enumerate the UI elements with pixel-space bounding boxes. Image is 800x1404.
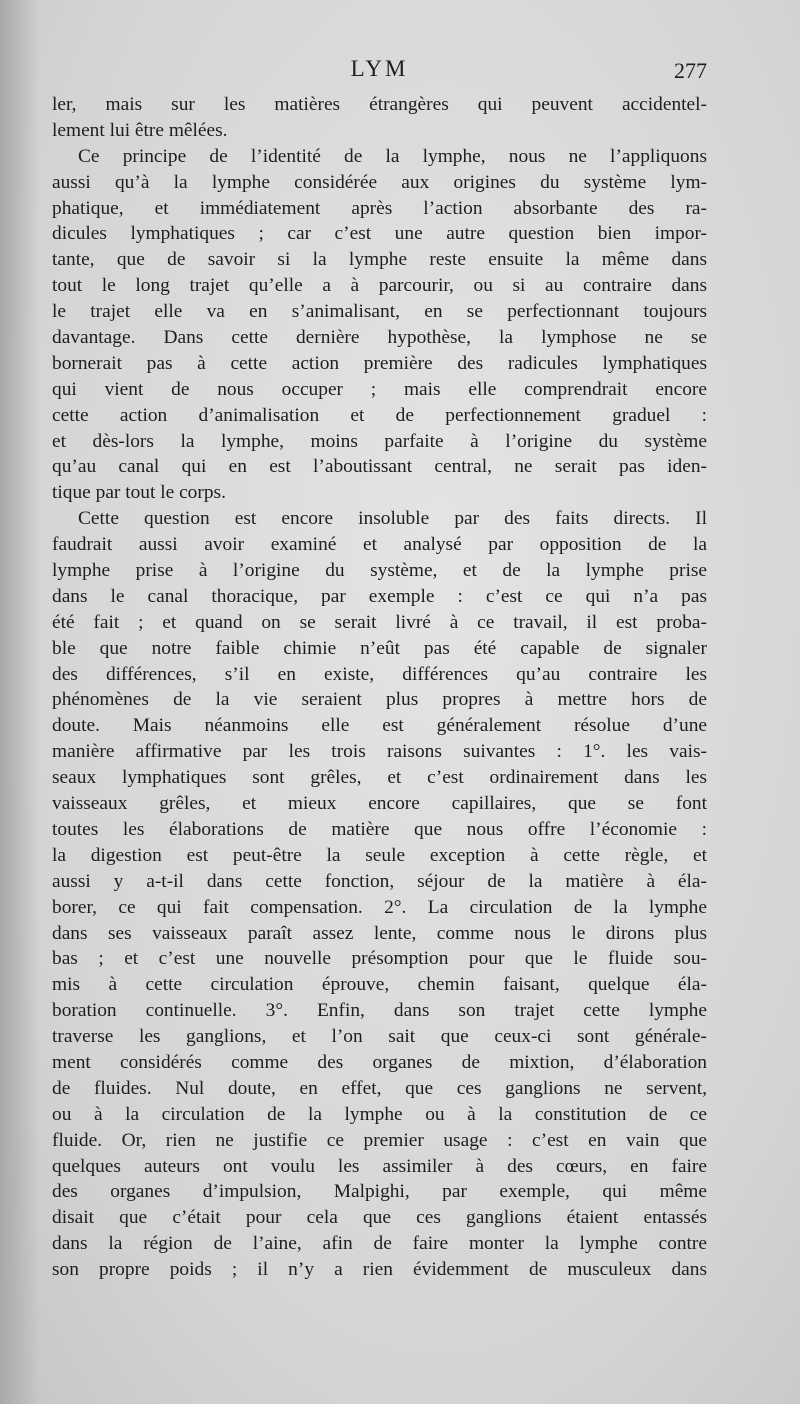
page-header [52, 56, 707, 92]
binding-shadow [0, 0, 40, 1404]
text-line: phénomènes de la vie seraient plus propres à mettre hors de [52, 689, 707, 711]
text-line: tout le long trajet qu’elle a à parcourir, ou si au contraire dans [52, 275, 707, 297]
running-head: LYM [350, 56, 409, 81]
body-text [52, 92, 707, 1283]
text-line: ler, mais sur les matières étrangères qui peuvent accidentel- [52, 94, 707, 115]
page-number: 277 [674, 58, 707, 83]
text-line: le trajet elle va en s’animalisant, en se perfectionnant toujours [52, 301, 707, 323]
text-line: Cette question est encore insoluble par des faits directs. Il [78, 508, 707, 530]
text-line: ble que notre faible chimie n’eût pas été capable de signaler [52, 637, 707, 659]
text-line: dans le canal thoracique, par exemple : c’est ce qui n’a pas [52, 585, 707, 607]
text-line: de fluides. Nul doute, en effet, que ces ganglions ne servent, [52, 1077, 707, 1099]
text-line: borer, ce qui fait compensation. 2°. La circulation de la lymphe [52, 896, 707, 918]
text-line: bornerait pas à cette action première des radicules lymphatiques [52, 352, 707, 374]
text-line: son propre poids ; il n’y a rien évidemment de musculeux dans [52, 1259, 707, 1281]
text-line: et dès-lors la lymphe, moins parfaite à l’origine du système [52, 430, 707, 452]
text-line: davantage. Dans cette dernière hypothèse, la lymphose ne se [52, 327, 707, 349]
text-line: tique par tout le corps. [52, 482, 226, 504]
text-line: boration continuelle. 3°. Enfin, dans son trajet cette lymphe [52, 1000, 707, 1022]
text-line: dans la région de l’aine, afin de faire monter la lymphe contre [52, 1233, 707, 1255]
text-line: tante, que de savoir si la lymphe reste ensuite la même dans [52, 249, 707, 271]
text-line: Ce principe de l’identité de la lymphe, nous ne l’appliquons [78, 145, 707, 167]
text-line: disait que c’était pour cela que ces ganglions étaient entassés [52, 1207, 707, 1229]
text-line: lement lui être mêlées. [52, 119, 228, 141]
text-line: mis à cette circulation éprouve, chemin faisant, quelque éla- [52, 974, 707, 996]
text-line: phatique, et immédiatement après l’action absorbante des ra- [52, 197, 707, 219]
text-line: dicules lymphatiques ; car c’est une autre question bien impor- [52, 223, 707, 245]
text-line: ou à la circulation de la lymphe ou à la constitution de ce [52, 1103, 707, 1125]
text-line: cette action d’animalisation et de perfectionnement graduel : [52, 404, 707, 426]
text-line: qu’au canal qui en est l’aboutissant central, ne serait pas iden- [52, 456, 707, 478]
text-line: aussi qu’à la lymphe considérée aux origines du système lym- [52, 171, 707, 193]
text-line: été fait ; et quand on se serait livré à ce travail, il est proba- [52, 611, 707, 633]
text-line: toutes les élaborations de matière que nous offre l’économie : [52, 818, 707, 840]
text-line: doute. Mais néanmoins elle est généralement résolue d’une [52, 715, 707, 737]
text-line: fluide. Or, rien ne justifie ce premier usage : c’est en vain que [52, 1129, 707, 1151]
text-line: vaisseaux grêles, et mieux encore capillaires, que se font [52, 793, 707, 815]
text-line: dans ses vaisseaux paraît assez lente, comme nous le dirons plus [52, 922, 707, 944]
text-line: lymphe prise à l’origine du système, et de la lymphe prise [52, 560, 707, 582]
text-line: bas ; et c’est une nouvelle présomption pour que le fluide sou- [52, 948, 707, 970]
text-line: seaux lymphatiques sont grêles, et c’est ordinairement dans les [52, 767, 707, 789]
text-line: aussi y a-t-il dans cette fonction, séjour de la matière à éla- [52, 870, 707, 892]
text-line: traverse les ganglions, et l’on sait que ceux-ci sont générale- [52, 1026, 707, 1048]
text-line: manière affirmative par les trois raisons suivantes : 1°. les vais- [52, 741, 707, 763]
text-line: faudrait aussi avoir examiné et analysé par opposition de la [52, 534, 707, 556]
text-line: des organes d’impulsion, Malpighi, par exemple, qui même [52, 1181, 707, 1203]
text-line: qui vient de nous occuper ; mais elle comprendrait encore [52, 378, 707, 400]
text-line: la digestion est peut-être la seule exception à cette règle, et [52, 844, 707, 866]
text-line: ment considérés comme des organes de mixtion, d’élaboration [52, 1051, 707, 1073]
text-line: quelques auteurs ont voulu les assimiler à des cœurs, en faire [52, 1155, 707, 1177]
text-line: des différences, s’il en existe, différences qu’au contraire les [52, 663, 707, 685]
